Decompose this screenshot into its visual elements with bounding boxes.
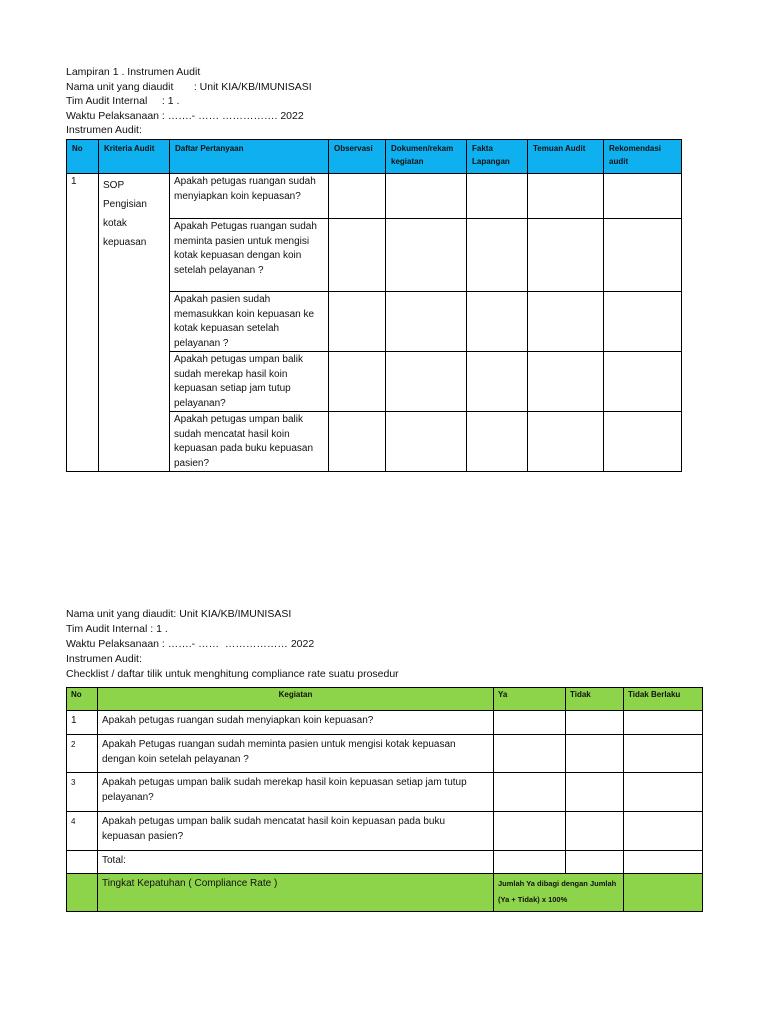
compliance-row bbox=[67, 874, 703, 912]
compliance-checklist-table bbox=[66, 687, 703, 912]
table-row bbox=[67, 812, 703, 851]
empty-cell[interactable] bbox=[386, 292, 467, 352]
empty-cell[interactable] bbox=[386, 352, 467, 412]
empty-cell[interactable] bbox=[528, 174, 604, 219]
empty-cell[interactable] bbox=[329, 412, 386, 472]
row-number: 3 bbox=[67, 773, 98, 812]
no-cell[interactable] bbox=[566, 735, 624, 773]
empty-cell[interactable] bbox=[329, 292, 386, 352]
empty-cell[interactable] bbox=[386, 174, 467, 219]
s2-team: Tim Audit Internal : 1 . bbox=[66, 623, 168, 635]
compliance-label: Tingkat Kepatuhan ( Compliance Rate ) bbox=[98, 874, 494, 912]
table-header-row bbox=[67, 140, 682, 174]
empty-cell[interactable] bbox=[528, 352, 604, 412]
no-total-cell[interactable] bbox=[566, 851, 624, 874]
compliance-result-cell[interactable] bbox=[624, 874, 703, 912]
s1-instrument: Instrumen Audit: bbox=[66, 124, 142, 136]
no-cell[interactable] bbox=[566, 773, 624, 812]
audit-instrument-table bbox=[66, 139, 682, 472]
empty-cell[interactable] bbox=[467, 219, 528, 292]
question-cell: Apakah petugas ruangan sudah menyiapkan koin kepuasan? bbox=[170, 174, 329, 219]
question-cell: Apakah petugas umpan balik sudah mencatat hasil koin kepuasan pada buku kepuasan pasien? bbox=[170, 412, 329, 472]
s2-time: Waktu Pelaksanaan : …….- …… ……………… 2022 bbox=[66, 638, 315, 650]
col-header-activity: Kegiatan bbox=[98, 688, 494, 711]
table-row bbox=[67, 174, 682, 219]
row-number: 1 bbox=[67, 174, 99, 472]
col-header-yes: Ya bbox=[494, 688, 566, 711]
col-header-questions: Daftar Pertanyaan bbox=[170, 140, 329, 174]
s2-checklist-title: Checklist / daftar tilik untuk menghitung compliance rate suatu prosedur bbox=[66, 668, 399, 680]
s2-instrument: Instrumen Audit: bbox=[66, 653, 142, 665]
empty-cell[interactable] bbox=[329, 219, 386, 292]
empty-cell[interactable] bbox=[604, 174, 682, 219]
row-number: 4 bbox=[67, 812, 98, 851]
no-cell[interactable] bbox=[566, 812, 624, 851]
empty-cell[interactable] bbox=[604, 219, 682, 292]
table-row bbox=[67, 735, 703, 773]
table-row bbox=[67, 711, 703, 735]
empty-cell bbox=[67, 874, 98, 912]
yes-total-cell[interactable] bbox=[494, 851, 566, 874]
s2-unit: Nama unit yang diaudit: Unit KIA/KB/IMUNISASI bbox=[66, 608, 292, 620]
activity-cell: Apakah petugas umpan balik sudah merekap hasil koin kepuasan setiap jam tutup pelayanan? bbox=[98, 773, 494, 812]
empty-cell[interactable] bbox=[329, 174, 386, 219]
empty-cell[interactable] bbox=[467, 292, 528, 352]
col-header-documents: Dokumen/rekam kegiatan bbox=[386, 140, 467, 174]
table-header-row bbox=[67, 688, 703, 711]
empty-cell bbox=[67, 851, 98, 874]
col-header-recommendation: Rekomendasi audit bbox=[604, 140, 682, 174]
total-row bbox=[67, 851, 703, 874]
col-header-no: No bbox=[67, 688, 98, 711]
yes-cell[interactable] bbox=[494, 812, 566, 851]
activity-cell: Apakah petugas ruangan sudah menyiapkan koin kepuasan? bbox=[98, 711, 494, 735]
empty-cell[interactable] bbox=[528, 292, 604, 352]
na-cell[interactable] bbox=[624, 711, 703, 735]
question-cell: Apakah petugas umpan balik sudah merekap hasil koin kepuasan setiap jam tutup pelayanan? bbox=[170, 352, 329, 412]
question-cell: Apakah Petugas ruangan sudah meminta pasien untuk mengisi kotak kepuasan dengan koin setelah pelayanan ? bbox=[170, 219, 329, 292]
row-number: 1 bbox=[67, 711, 98, 735]
activity-cell: Apakah petugas umpan balik sudah mencatat hasil koin kepuasan pada buku kepuasan pasien? bbox=[98, 812, 494, 851]
col-header-criteria: Kriteria Audit bbox=[99, 140, 170, 174]
s1-title: Lampiran 1 . Instrumen Audit bbox=[66, 66, 201, 78]
empty-cell[interactable] bbox=[386, 412, 467, 472]
empty-cell[interactable] bbox=[467, 412, 528, 472]
activity-cell: Apakah Petugas ruangan sudah meminta pasien untuk mengisi kotak kepuasan dengan koin setelah pelayanan ? bbox=[98, 735, 494, 773]
na-total-cell[interactable] bbox=[624, 851, 703, 874]
na-cell[interactable] bbox=[624, 773, 703, 812]
s1-time: Waktu Pelaksanaan : …….- …… ……………. 2022 bbox=[66, 109, 304, 122]
row-number: 2 bbox=[67, 735, 98, 773]
yes-cell[interactable] bbox=[494, 711, 566, 735]
no-cell[interactable] bbox=[566, 711, 624, 735]
empty-cell[interactable] bbox=[604, 292, 682, 352]
empty-cell[interactable] bbox=[467, 174, 528, 219]
s1-unit: Nama unit yang diaudit : Unit KIA/KB/IMUNISASI bbox=[66, 80, 312, 93]
empty-cell[interactable] bbox=[528, 219, 604, 292]
empty-cell[interactable] bbox=[604, 412, 682, 472]
col-header-facts: Fakta Lapangan bbox=[467, 140, 528, 174]
empty-cell[interactable] bbox=[604, 352, 682, 412]
col-header-observation: Observasi bbox=[329, 140, 386, 174]
col-header-no: No bbox=[67, 140, 99, 174]
compliance-formula: Jumlah Ya dibagi dengan Jumlah (Ya + Tidak) x 100% bbox=[494, 874, 624, 912]
empty-cell[interactable] bbox=[386, 219, 467, 292]
yes-cell[interactable] bbox=[494, 735, 566, 773]
empty-cell[interactable] bbox=[329, 352, 386, 412]
s1-team: Tim Audit Internal : 1 . bbox=[66, 95, 180, 107]
na-cell[interactable] bbox=[624, 812, 703, 851]
col-header-not-applicable: Tidak Berlaku bbox=[624, 688, 703, 711]
criteria-cell: SOP Pengisian kotak kepuasan bbox=[99, 174, 170, 472]
na-cell[interactable] bbox=[624, 735, 703, 773]
total-label: Total: bbox=[98, 851, 494, 874]
question-cell: Apakah pasien sudah memasukkan koin kepuasan ke kotak kepuasan setelah pelayanan ? bbox=[170, 292, 329, 352]
empty-cell[interactable] bbox=[528, 412, 604, 472]
empty-cell[interactable] bbox=[467, 352, 528, 412]
yes-cell[interactable] bbox=[494, 773, 566, 812]
col-header-no-answer: Tidak bbox=[566, 688, 624, 711]
col-header-findings: Temuan Audit bbox=[528, 140, 604, 174]
table-row bbox=[67, 773, 703, 812]
